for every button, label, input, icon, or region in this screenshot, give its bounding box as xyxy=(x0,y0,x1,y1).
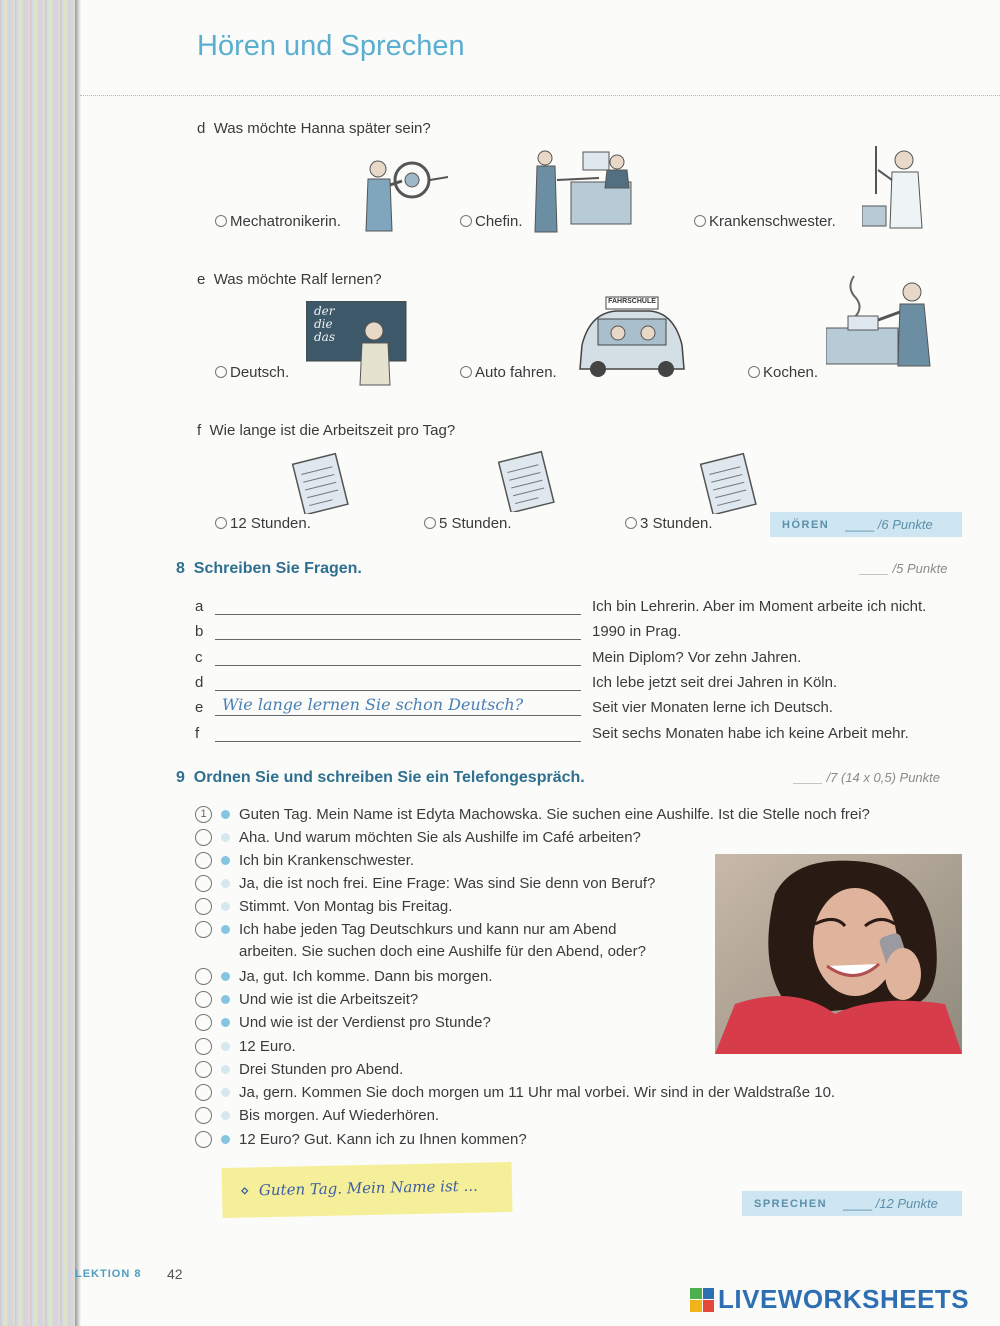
exercise-8-row-b: b 1990 in Prag. xyxy=(195,623,682,640)
book-page-edge xyxy=(0,0,75,1326)
speaker-bullet-icon xyxy=(221,833,230,842)
question-d xyxy=(197,120,431,137)
order-input[interactable] xyxy=(195,1014,212,1031)
dialogue-text: Und wie ist die Arbeitszeit? xyxy=(239,991,419,1008)
exercise-number: 8 xyxy=(176,560,185,577)
score-points: /6 Punkte xyxy=(877,517,933,532)
order-input[interactable] xyxy=(195,968,212,985)
order-input[interactable] xyxy=(195,852,212,869)
blackboard-word: der xyxy=(314,304,335,318)
exercise-8-row-c: c Mein Diplom? Vor zehn Jahren. xyxy=(195,649,802,666)
radio-icon[interactable] xyxy=(625,517,637,529)
sticky-note xyxy=(222,1162,513,1218)
answer-text: Seit sechs Monaten habe ich keine Arbeit mehr. xyxy=(592,725,909,742)
question-e xyxy=(197,271,382,288)
option-f-1[interactable]: 12 Stunden. xyxy=(215,515,311,532)
driving-school-sign: FAHRSCHULE xyxy=(608,298,656,305)
liveworksheets-logo[interactable] xyxy=(690,1284,969,1315)
speaker-bullet-icon xyxy=(221,810,230,819)
order-input[interactable] xyxy=(195,829,212,846)
order-input[interactable] xyxy=(195,1038,212,1055)
boss-illustration xyxy=(533,148,643,234)
page-gutter-shadow xyxy=(75,0,81,1326)
answer-text: 1990 in Prag. xyxy=(592,623,682,640)
dialogue-line xyxy=(195,991,418,1008)
dialogue-line xyxy=(195,1131,527,1148)
option-d-2[interactable]: Chefin. xyxy=(460,213,523,230)
listening-score-box xyxy=(770,512,962,537)
lesson-label: LEKTION 8 xyxy=(75,1268,142,1280)
option-d-1[interactable]: Mechatronikerin. xyxy=(215,213,341,230)
document-icon xyxy=(288,452,354,514)
sticky-note-text: ⋄ Guten Tag. Mein Name ist ... xyxy=(239,1176,478,1200)
exercise-8-heading xyxy=(176,560,362,578)
score-label: HÖREN xyxy=(782,518,830,531)
speaker-bullet-icon xyxy=(221,972,230,981)
dialogue-text: Ja, gern. Kommen Sie doch morgen um 11 Uhr mal vorbei. Wir sind in der Waldstraße 10. xyxy=(239,1084,836,1101)
answer-line[interactable] xyxy=(215,690,581,691)
diamond-icon: ⋄ xyxy=(239,1181,250,1200)
handwritten-answer[interactable]: Wie lange lernen Sie schon Deutsch? xyxy=(222,695,524,714)
question-letter: e xyxy=(197,271,206,288)
answer-line[interactable] xyxy=(215,614,581,615)
option-f-2[interactable]: 5 Stunden. xyxy=(424,515,512,532)
option-e-2[interactable]: Auto fahren. xyxy=(460,364,557,381)
question-letter: f xyxy=(197,422,202,439)
score-blank: ____ xyxy=(845,517,875,532)
speaker-bullet-icon xyxy=(221,1018,230,1027)
dialogue-text: Stimmt. Von Montag bis Freitag. xyxy=(239,898,453,915)
dialogue-text: Aha. Und warum möchten Sie als Aushilfe im Café arbeiten? xyxy=(239,829,641,846)
option-f-3[interactable]: 3 Stunden. xyxy=(625,515,713,532)
woman-on-phone-photo xyxy=(715,854,962,1054)
exercise-8-points: ____ /5 Punkte xyxy=(860,561,948,576)
mechatronics-illustration xyxy=(360,155,450,233)
answer-text: Mein Diplom? Vor zehn Jahren. xyxy=(592,649,802,666)
dialogue-line xyxy=(195,1014,491,1031)
exercise-8-row-d: d Ich lebe jetzt seit drei Jahren in Köln. xyxy=(195,674,838,691)
exercise-8-row-f: f Seit sechs Monaten habe ich keine Arbeit mehr. xyxy=(195,725,909,742)
order-input[interactable] xyxy=(195,898,212,915)
blackboard-word: die xyxy=(314,317,333,331)
option-e-1[interactable]: Deutsch. xyxy=(215,364,289,381)
order-input[interactable] xyxy=(195,991,212,1008)
order-input[interactable] xyxy=(195,921,212,938)
exercise-9-heading xyxy=(176,769,585,787)
score-blank: ____ xyxy=(843,1196,873,1211)
radio-icon[interactable] xyxy=(460,215,472,227)
order-input[interactable] xyxy=(195,1107,212,1124)
dialogue-text: Ja, die ist noch frei. Eine Frage: Was sind Sie denn von Beruf? xyxy=(239,875,656,892)
dialogue-line xyxy=(195,1061,403,1078)
dialogue-text: Und wie ist der Verdienst pro Stunde? xyxy=(239,1014,491,1031)
logo-grid-icon xyxy=(690,1288,714,1312)
page-number: 42 xyxy=(167,1266,183,1282)
speaker-bullet-icon xyxy=(221,1065,230,1074)
radio-icon[interactable] xyxy=(694,215,706,227)
option-d-3[interactable]: Krankenschwester. xyxy=(694,213,836,230)
teacher-illustration xyxy=(306,301,408,387)
answer-text: Ich bin Lehrerin. Aber im Moment arbeite ich nicht. xyxy=(592,598,927,615)
dialogue-text: 12 Euro. xyxy=(239,1038,296,1055)
question-letter: d xyxy=(197,120,206,137)
score-label: SPRECHEN xyxy=(754,1197,828,1210)
dialogue-line xyxy=(195,806,870,823)
page-title: Hören und Sprechen xyxy=(197,30,465,62)
nurse-illustration xyxy=(862,146,936,230)
blackboard-word: das xyxy=(314,330,335,344)
dialogue-line xyxy=(195,968,492,985)
order-input[interactable] xyxy=(195,1061,212,1078)
exercise-title: Ordnen Sie und schreiben Sie ein Telefongespräch. xyxy=(193,769,585,786)
order-input[interactable] xyxy=(195,1131,212,1148)
speaker-bullet-icon xyxy=(221,1111,230,1120)
radio-icon[interactable] xyxy=(460,366,472,378)
question-text: Wie lange ist die Arbeitszeit pro Tag? xyxy=(209,422,456,439)
answer-text: Ich lebe jetzt seit drei Jahren in Köln. xyxy=(592,674,838,691)
order-input[interactable]: 1 xyxy=(195,806,212,823)
dialogue-line xyxy=(195,875,655,892)
radio-icon[interactable] xyxy=(215,517,227,529)
dialogue-text: Ja, gut. Ich komme. Dann bis morgen. xyxy=(239,968,493,985)
document-icon xyxy=(696,452,762,514)
speaker-bullet-icon xyxy=(221,1135,230,1144)
dialogue-text: Bis morgen. Auf Wiederhören. xyxy=(239,1107,440,1124)
score-points: /12 Punkte xyxy=(875,1196,938,1211)
answer-text: Seit vier Monaten lerne ich Deutsch. xyxy=(592,699,833,716)
answer-line[interactable] xyxy=(215,665,581,666)
driving-school-illustration xyxy=(576,295,688,381)
exercise-title: Schreiben Sie Fragen. xyxy=(193,560,362,577)
speaker-bullet-icon xyxy=(221,995,230,1004)
dialogue-line xyxy=(195,1038,296,1055)
dialogue-line xyxy=(195,1084,835,1101)
radio-icon[interactable] xyxy=(215,366,227,378)
answer-line[interactable] xyxy=(215,741,581,742)
speaker-bullet-icon xyxy=(221,856,230,865)
order-input[interactable] xyxy=(195,875,212,892)
exercise-8-row-a: a Ich bin Lehrerin. Aber im Moment arbeite ich nicht. xyxy=(195,598,927,615)
dialogue-text: Ich bin Krankenschwester. xyxy=(239,852,415,869)
dialogue-line xyxy=(195,1107,439,1124)
speaker-bullet-icon xyxy=(221,925,230,934)
header-divider xyxy=(80,95,1000,96)
dialogue-line xyxy=(195,898,452,915)
question-text: Was möchte Ralf lernen? xyxy=(213,271,382,288)
speaker-bullet-icon xyxy=(221,879,230,888)
order-input[interactable] xyxy=(195,1084,212,1101)
dialogue-text: Guten Tag. Mein Name ist Edyta Machowska. Sie suchen eine Aushilfe. Ist die Stelle noch frei? xyxy=(239,806,870,823)
brand-name: LIVEWORKSHEETS xyxy=(718,1284,970,1314)
answer-line[interactable] xyxy=(215,639,581,640)
answer-line[interactable] xyxy=(215,715,581,716)
exercise-9-points: ____ /7 (14 x 0,5) Punkte xyxy=(794,770,940,785)
cook-illustration xyxy=(826,272,942,368)
dialogue-text: Drei Stunden pro Abend. xyxy=(239,1061,404,1078)
radio-icon[interactable] xyxy=(215,215,227,227)
speaker-bullet-icon xyxy=(221,1088,230,1097)
speaker-bullet-icon xyxy=(221,1042,230,1051)
dialogue-line xyxy=(195,921,646,960)
radio-icon[interactable] xyxy=(748,366,760,378)
dialogue-text-continuation: arbeiten. Sie suchen doch eine Aushilfe für den Abend, oder? xyxy=(239,943,646,960)
question-f xyxy=(197,422,455,439)
dialogue-line xyxy=(195,852,414,869)
dialogue-line xyxy=(195,829,641,846)
exercise-number: 9 xyxy=(176,769,185,786)
dialogue-text: 12 Euro? Gut. Kann ich zu Ihnen kommen? xyxy=(239,1131,527,1148)
radio-icon[interactable] xyxy=(424,517,436,529)
question-text: Was möchte Hanna später sein? xyxy=(213,120,431,137)
document-icon xyxy=(494,450,560,512)
speaking-score-box xyxy=(742,1191,962,1216)
speaker-bullet-icon xyxy=(221,902,230,911)
exercise-8-row-e: e Wie lange lernen Sie schon Deutsch? Seit vier Monaten lerne ich Deutsch. xyxy=(195,695,833,716)
option-e-3[interactable]: Kochen. xyxy=(748,364,818,381)
dialogue-text: Ich habe jeden Tag Deutschkurs und kann nur am Abend xyxy=(239,921,617,938)
car-icon xyxy=(576,295,688,381)
